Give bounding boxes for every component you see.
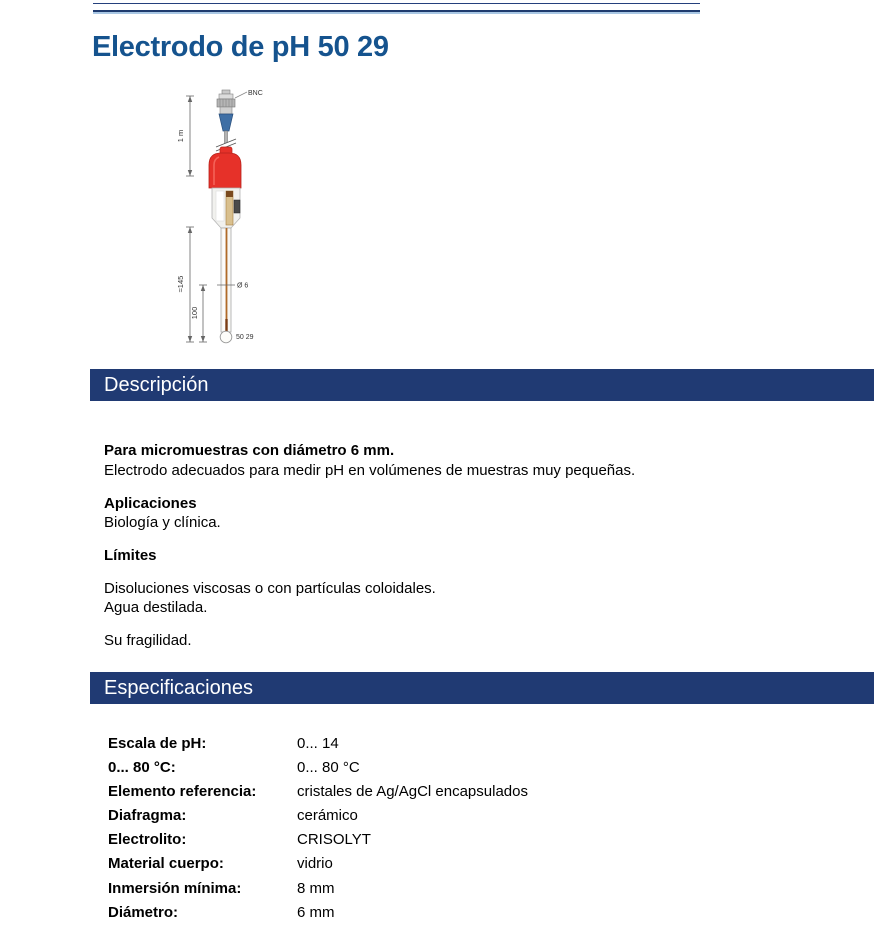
header-rule-light [93,12,700,14]
spec-row-escala [108,735,528,759]
spec-row-material-cuerpo [108,855,528,879]
desc-limites-line1: Disoluciones viscosas o con partículas coloidales. [104,580,436,597]
section-heading-descripcion: Descripción [90,369,874,401]
spec-value: 8 mm [297,879,335,897]
spec-row-elemento-referencia [108,783,528,807]
desc-intro-bold: Para micromuestras con diámetro 6 mm. [104,442,395,459]
spec-row-inmersion-minima [108,880,528,904]
spec-value: vidrio [297,855,333,873]
bnc-label: BNC [248,90,263,97]
shaft-length-label: 100 [190,306,199,320]
strain-relief-cone [219,114,233,131]
spec-label: Diámetro: [108,903,179,921]
electrode-diagram [170,85,310,350]
spec-label: Diafragma: [108,807,187,825]
spec-value: cristales de Ag/AgCl encapsulados [297,783,528,801]
spec-label: Escala de pH: [108,735,207,752]
spec-value: CRISOLYT [297,831,371,849]
section-heading-especificaciones: Especificaciones [90,672,874,704]
spec-label: 0... 80 °C: [108,759,176,777]
dimension-cable-length [186,96,194,176]
spec-label: Material cuerpo: [108,855,224,873]
spec-table [108,735,528,928]
spec-row-diafragma [108,807,528,831]
desc-limites-heading: Límites [104,547,157,564]
spec-row-temperatura [108,759,528,783]
desc-aplicaciones-heading: Aplicaciones [104,495,197,512]
desc-limites-line3: Su fragilidad. [104,632,192,649]
bnc-leader-line [235,92,247,98]
cable-length-label: 1 m [176,129,185,143]
spec-value: cerámico [297,807,358,825]
spec-label: Elemento referencia: [108,783,257,801]
desc-aplicaciones-text: Biología y clínica. [104,514,221,531]
spec-label: Electrolito: [108,831,187,849]
header-rule-thin [93,3,700,4]
electrode-red-cap [209,147,241,188]
electrode-glass-body [212,188,240,228]
model-label: 50 29 [236,334,254,341]
dimension-shaft-length [199,285,207,342]
desc-intro-text: Electrodo adecuados para medir pH en volúmenes de muestras muy pequeñas. [104,462,636,479]
desc-limites-line2: Agua destilada. [104,599,208,616]
spec-row-diametro [108,904,528,928]
dimension-total-length [186,227,194,342]
spec-label: Inmersión mínima: [108,879,242,897]
electrode-bulb [220,331,232,343]
electrode-shaft [220,228,232,343]
bnc-connector [217,90,235,114]
total-length-label: ≈145 [176,275,185,293]
spec-value: 6 mm [297,903,335,921]
spec-value: 0... 14 [297,735,339,752]
page-title: Electrodo de pH 50 29 [92,31,389,63]
diameter-label: Ø 6 [237,282,249,290]
spec-value: 0... 80 °C [297,759,360,777]
spec-row-electrolito [108,831,528,855]
